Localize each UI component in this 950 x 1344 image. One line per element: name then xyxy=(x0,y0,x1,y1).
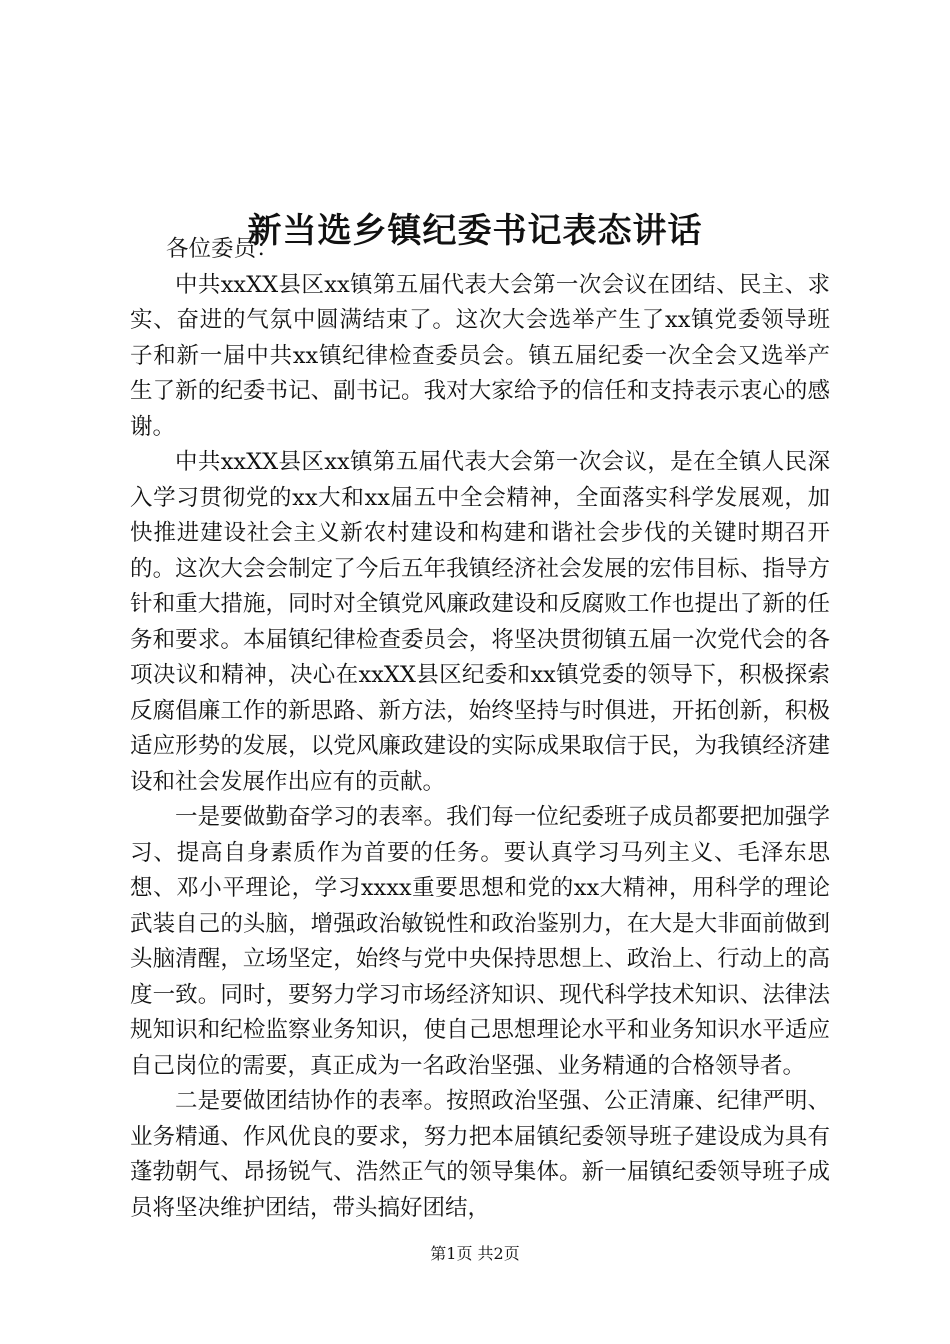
paragraph-3: 一是要做勤奋学习的表率。我们每一位纪委班子成员都要把加强学习、提高自身素质作为首要的任务。要认真学习马列主义、毛泽东思想、邓小平理论，学习xxxx重要思想和党的xx大精神，用科学的理论武装自己的头脑，增强政治敏锐性和政治鉴别力，在大是大非面前做到头脑清醒，立场坚定，始终与党中央保持思想上、政治上、行动上的高度一致。同时，要努力学习市场经济知识、现代科学技术知识、法律法规知识和纪检监察业务知识，使自己思想理论水平和业务知识水平适应自己岗位的需要，真正成为一名政治坚强、业务精通的合格领导者。 xyxy=(130,804,830,1079)
document-body xyxy=(130,232,830,1226)
paragraph-1: 中共xxXX县区xx镇第五届代表大会第一次会议在团结、民主、求实、奋进的气氛中圆满结束了。这次大会选举产生了xx镇党委领导班子和新一届中共xx镇纪律检查委员会。镇五届纪委一次全会又选举产生了新的纪委书记、副书记。我对大家给予的信任和支持表示衷心的感谢。 xyxy=(130,271,830,440)
page-footer: 第1页 共2页 xyxy=(430,1244,520,1263)
paragraph-4: 二是要做团结协作的表率。按照政治坚强、公正清廉、纪律严明、业务精通、作风优良的要求，努力把本届镇纪委领导班子建设成为具有蓬勃朝气、昂扬锐气、浩然正气的领导集体。新一届镇纪委领导班子成员将坚决维护团结，带头搞好团结， xyxy=(130,1088,830,1221)
paragraph-2: 中共xxXX县区xx镇第五届代表大会第一次会议，是在全镇人民深入学习贯彻党的xx大和xx届五中全会精神，全面落实科学发展观，加快推进建设社会主义新农村建设和构建和谐社会步伐的关键时期召开的。这次大会会制定了今后五年我镇经济社会发展的宏伟目标、指导方针和重大措施，同时对全镇党风廉政建设和反腐败工作也提出了新的任务和要求。本届镇纪律检查委员会，将坚决贯彻镇五届一次党代会的各项决议和精神，决心在xxXX县区纪委和xx镇党委的领导下，积极探索反腐倡廉工作的新思路、新方法，始终坚持与时俱进，开拓创新，积极适应形势的发展，以党风廉政建设的实际成果取信于民，为我镇经济建设和社会发展作出应有的贡献。 xyxy=(130,449,830,795)
document-title: 新当选乡镇纪委书记表态讲话 xyxy=(247,210,703,251)
salutation: 各位委员： xyxy=(166,236,279,262)
